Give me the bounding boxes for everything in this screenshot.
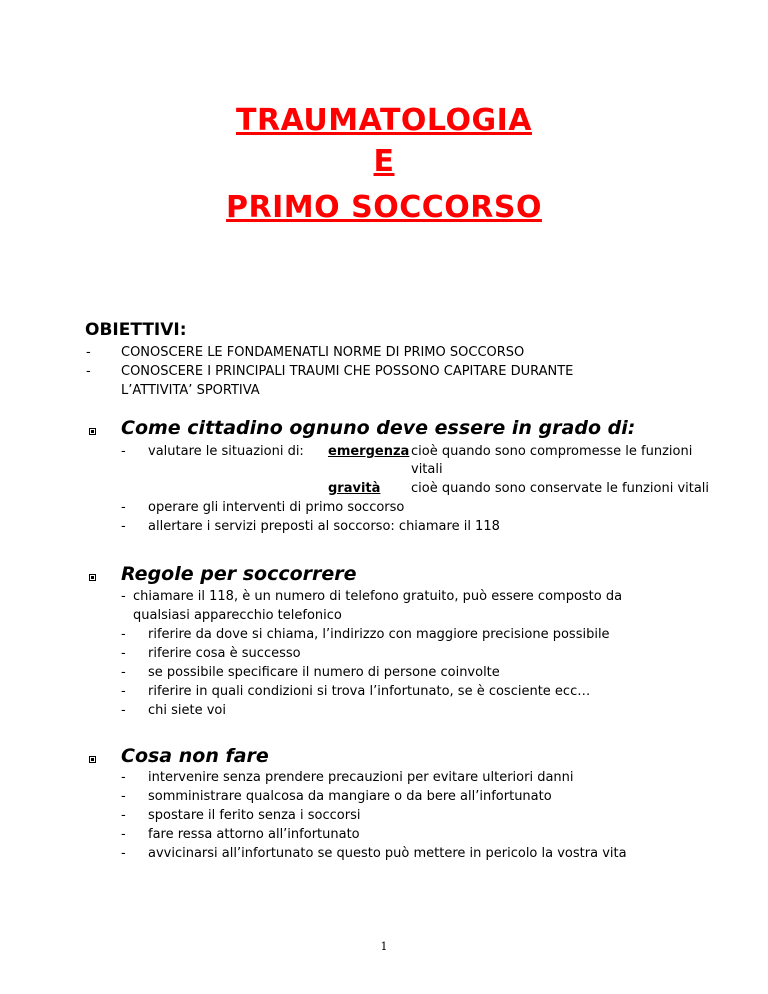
- objective-item: CONOSCERE LE FONDAMENATLI NORME DI PRIMO SOCCORSO: [121, 345, 525, 360]
- title-line-1: TRAUMATOLOGIA: [236, 103, 532, 138]
- section3-item: somministrare qualcosa da mangiare o da bere all’infortunato: [148, 789, 552, 804]
- square-bullet-icon: [89, 428, 96, 435]
- objectives-heading: OBIETTIVI:: [85, 320, 187, 340]
- dash: -: [121, 846, 126, 861]
- dash: -: [121, 500, 126, 515]
- section2-heading: Regole per soccorrere: [121, 563, 357, 585]
- page-number: 1: [380, 940, 388, 953]
- gravita-term: gravità: [328, 481, 381, 496]
- section2-item: se possibile specificare il numero di persone coinvolte: [148, 665, 500, 680]
- emergenza-desc: cioè quando sono compromesse le funzioni: [411, 444, 693, 459]
- dash: -: [121, 665, 126, 680]
- section1-item-lead: valutare le situazioni di:: [148, 444, 304, 459]
- section2-item: chiamare il 118, è un numero di telefono gratuito, può essere composto da: [133, 589, 623, 604]
- section1-heading: Come cittadino ognuno deve essere in grado di:: [121, 417, 636, 439]
- objective-item: L’ATTIVITA’ SPORTIVA: [121, 383, 260, 398]
- section2-item-cont: qualsiasi apparecchio telefonico: [133, 608, 342, 623]
- dash: -: [121, 789, 126, 804]
- dash: -: [121, 770, 126, 785]
- section1-item: allertare i servizi preposti al soccorso: chiamare il 118: [148, 519, 500, 534]
- emergenza-desc-2: vitali: [411, 462, 443, 477]
- dash: -: [121, 627, 126, 642]
- dash: -: [121, 827, 126, 842]
- dash: -: [121, 519, 126, 534]
- dash: -: [121, 589, 126, 604]
- square-bullet-icon: [89, 574, 96, 581]
- dash: -: [121, 703, 126, 718]
- section2-item: chi siete voi: [148, 703, 226, 718]
- section3-heading: Cosa non fare: [121, 745, 269, 767]
- dash: -: [86, 345, 91, 360]
- section3-item: intervenire senza prendere precauzioni per evitare ulteriori danni: [148, 770, 574, 785]
- dash: -: [121, 684, 126, 699]
- dash: -: [86, 364, 91, 379]
- emergenza-term: emergenza: [328, 444, 410, 459]
- section2-item: riferire da dove si chiama, l’indirizzo con maggiore precisione possibile: [148, 627, 610, 642]
- gravita-desc: cioè quando sono conservate le funzioni vitali: [411, 481, 710, 496]
- section1-item: operare gli interventi di primo soccorso: [148, 500, 405, 515]
- section3-item: fare ressa attorno all’infortunato: [148, 827, 360, 842]
- objective-item: CONOSCERE I PRINCIPALI TRAUMI CHE POSSONO CAPITARE DURANTE: [121, 364, 574, 379]
- section2-item: riferire cosa è successo: [148, 646, 301, 661]
- square-bullet-icon: [89, 756, 96, 763]
- dash: -: [121, 444, 126, 459]
- section3-item: avvicinarsi all’infortunato se questo può mettere in pericolo la vostra vita: [148, 846, 627, 861]
- title-line-3: PRIMO SOCCORSO: [226, 190, 542, 225]
- section3-item: spostare il ferito senza i soccorsi: [148, 808, 361, 823]
- dash: -: [121, 646, 126, 661]
- section2-item: riferire in quali condizioni si trova l’infortunato, se è cosciente ecc…: [148, 684, 591, 699]
- dash: -: [121, 808, 126, 823]
- title-line-2: E: [373, 144, 395, 179]
